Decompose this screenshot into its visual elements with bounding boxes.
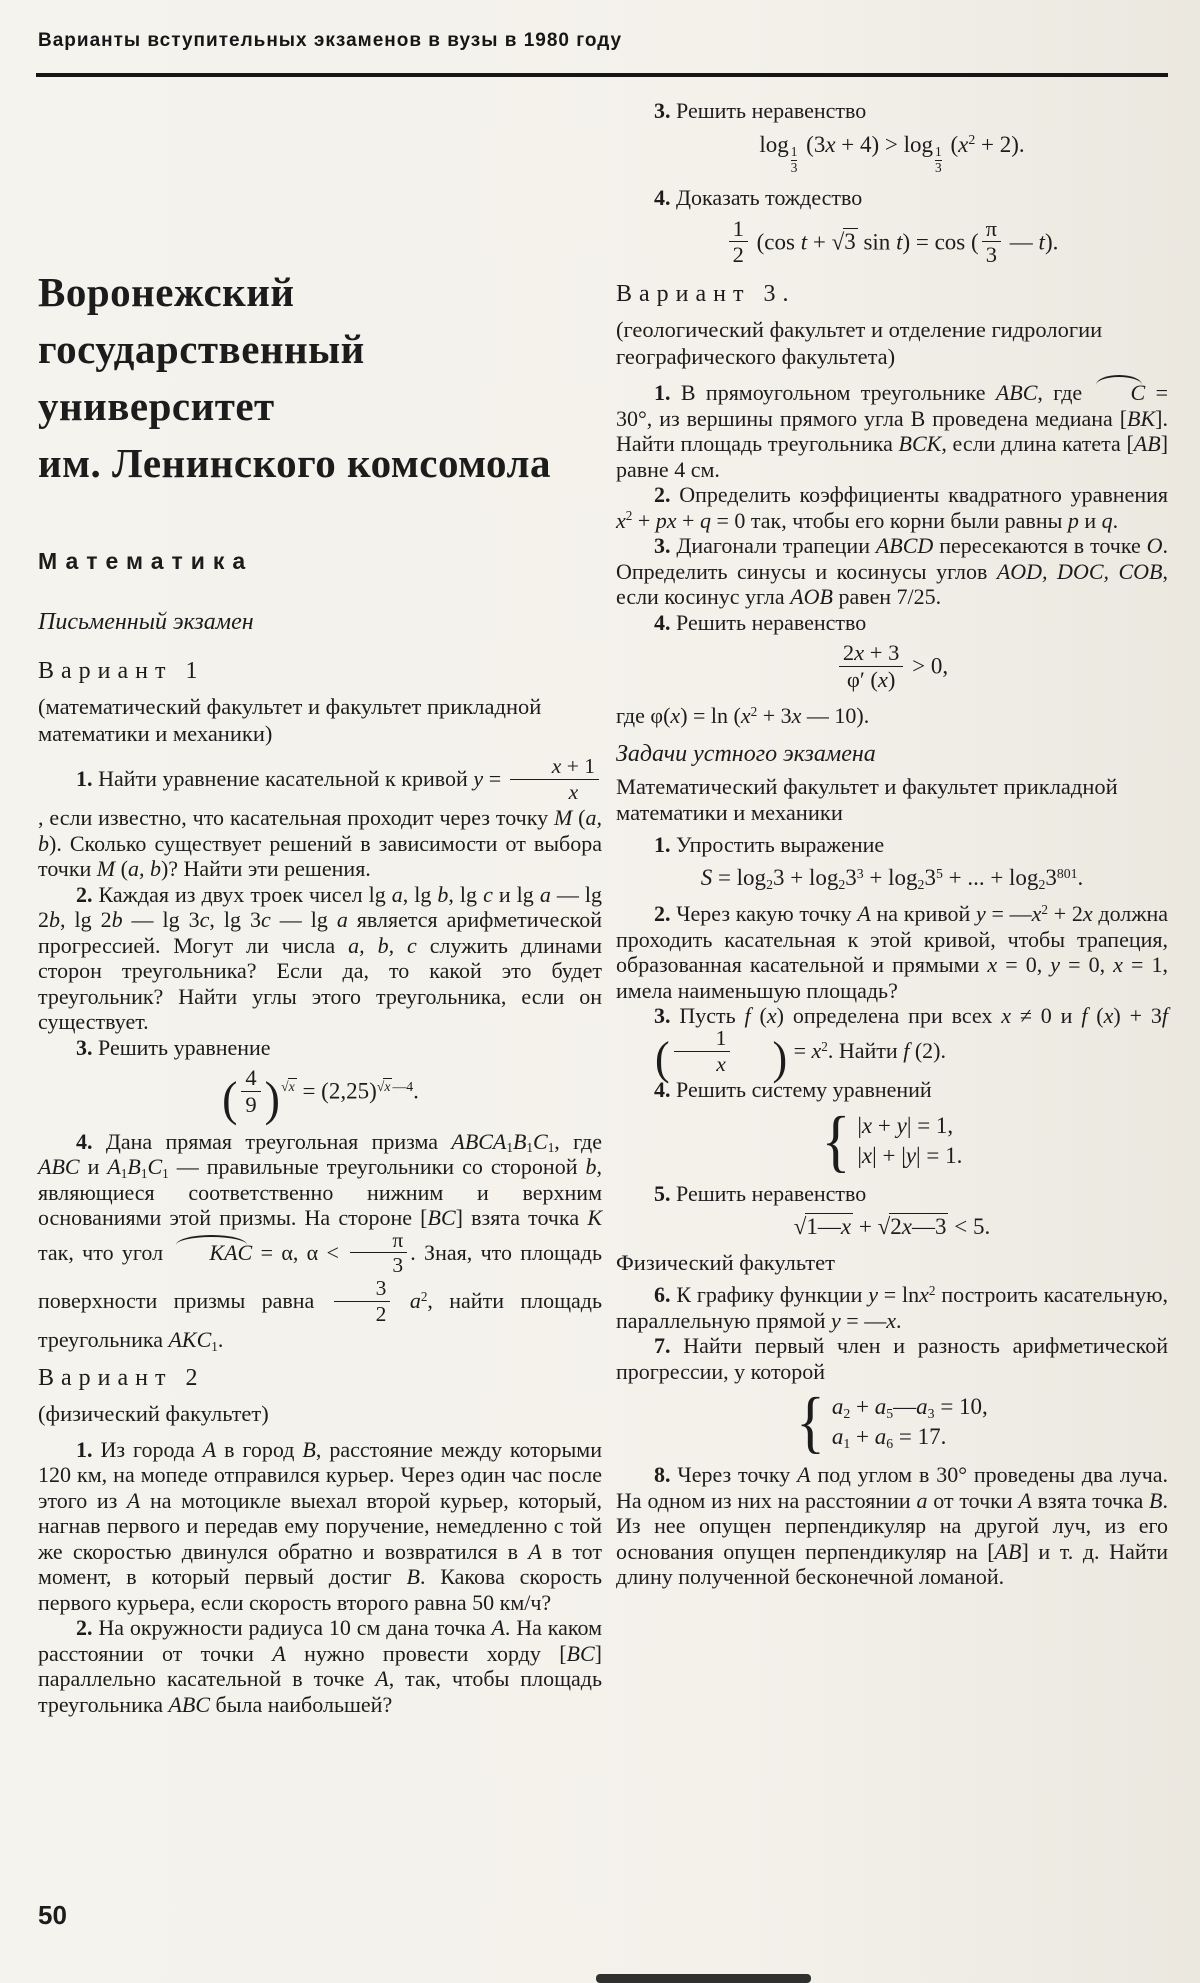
v2-problem-1: 1. Из города A в город B, расстояние между которыми 120 км, на мопеде отправился курьер. Через один час после этого из A на мотоцикле выехал второй курьер, который, нагнав первого и передав ему поручение, немедленно с той же скоростью двинулся обратно и возвратился в A в тот момент, в который первый достиг B. Какова скорость первого курьера, если скорость второго равна 50 км/ч? bbox=[38, 1436, 602, 1615]
university-title-line-4: им. Ленинского комсомола bbox=[38, 440, 552, 486]
oral-problem-8: 8. Через точку A под углом в 30° проведены два луча. На одном из них на расстоянии a от точки A взята точка B. Из нее опущен перпендикуляр на другой луч, из его основания опущен перпендикуляр на [AB] и т. д. Найти длину полученной бесконечной ломаной. bbox=[616, 1462, 1169, 1590]
oral-problem-6: 6. К графику функции y = lnx$^2$ построить касательную, параллельную прямой y = —x. bbox=[616, 1282, 1169, 1333]
variant-2-note: (физический факультет) bbox=[38, 1400, 269, 1426]
v2w-formula-4: $\frac{1}{2}$ (cos t + √3 sin t) = cos ( $\frac{\pi}{3}$ — t). bbox=[616, 219, 1168, 269]
v2w-problem-3-intro: 3. Решить неравенство bbox=[654, 98, 867, 123]
oral-problem-3: 3. Пусть f (x) определена при всех x ≠ 0 и f (x) + 3f ( $\frac{1}{x}$ ) = $x^2$. Найти f (2). bbox=[654, 1003, 1168, 1084]
university-title-line-3: университет bbox=[38, 383, 275, 429]
v3-formula-4-where: где $\varphi(x) = \ln (x^2 + 3x$ — 10). bbox=[616, 703, 870, 729]
variant-1-heading: Вариант 1 bbox=[38, 658, 205, 684]
v2w-problem-4-intro: 4. Доказать тождество bbox=[654, 185, 863, 211]
physics-faculty-heading: Физический факультет bbox=[616, 1250, 835, 1276]
v1-problem-3-intro: 3. Решить уравнение bbox=[76, 1034, 271, 1060]
v2w-formula-3: log $\frac{1}{3}$ (3x + 4) > log $\frac{1}{3}$ $(x^2 + 2)$. bbox=[759, 131, 1025, 175]
university-title-line-2: государственный bbox=[38, 326, 365, 372]
v1-problem-4: 4. Дана прямая треугольная призма $ABCA_1B_1C_1$, где ABC и $A_1B_1C_1$ — правильные треугольники со стороной b, являющиеся соответственно нижним и верхним основаниями этой призмы. На стороне [BC] взята точка K так, что угол KAC = α, α < $\frac{\pi}{3}$ . Зная, что площадь поверхности призмы равна $\frac{3}{2}$ $a^2$, найти площадь треугольника $AKC_1$. bbox=[38, 1128, 603, 1354]
oral-problem-4-intro: 4. Решить систему уравнений bbox=[654, 1077, 932, 1103]
v2-problem-2: 2. На окружности радиуса 10 см дана точка A. На каком расстоянии от точки A нужно провести хорду [BC] параллельно касательной в точке A, так, чтобы площадь треугольника ABC была наибольшей? bbox=[38, 1615, 602, 1717]
page-number: 50 bbox=[38, 1900, 67, 1930]
university-title bbox=[38, 264, 602, 492]
page-header-title: Варианты вступительных экзаменов в вузы в 1980 году bbox=[38, 30, 623, 51]
exam-type-heading: Письменный экзамен bbox=[38, 609, 254, 635]
variant-3-heading: Вариант 3. bbox=[616, 281, 796, 308]
oral-faculty-heading: Математический факультет и факультет прикладной математики и механики bbox=[616, 773, 1118, 825]
v1-problem-2: 2. Каждая из двух троек чисел lg a, lg b, lg c и lg a — lg 2b, lg 2b — lg 3c, lg 3c — lg a является арифметической прогрессией. Могут ли числа a, b, c служить длинами сторон треугольника? Если да, то какой это будет треугольник? Найти углы этого треугольника, если он существует. bbox=[38, 881, 603, 1035]
oral-formula-7: { $a_2$ + $a_5—a_3 = 10$, $a_1 + a_6 = 17$. bbox=[796, 1384, 988, 1461]
right-column bbox=[616, 84, 1168, 1590]
oral-formula-4: { |x + y| = 1, |x| + |y| = 1. bbox=[821, 1102, 963, 1179]
v3-formula-4: $\frac{2x + 3}{\varphi' (x)}$ > 0, bbox=[616, 643, 1168, 693]
header-rule bbox=[36, 73, 1168, 77]
variant-3-note: (геологический факультет и отделение гидрологии географического факультета) bbox=[616, 317, 1103, 370]
oral-exam-heading: Задачи устного экзамена bbox=[616, 740, 876, 767]
oral-formula-1: $S = \log_23 + \log_23^3 + \log_23^5$ + ... + $\log_23^{801}$. bbox=[700, 865, 1084, 893]
oral-formula-5: √1—x + √2x—3 < 5. bbox=[793, 1214, 991, 1240]
oral-problem-1-intro: 1. Упростить выражение bbox=[654, 831, 885, 857]
left-column bbox=[38, 84, 602, 1717]
v1-problem-1: 1. Найти уравнение касательной к кривой y = $\frac{x + 1}{x}$ , если известно, что касательная проходит через точку M (a, b). Сколько существует решений в зависимости от выбора точки M (a, b)? Найти эти решения. bbox=[38, 754, 603, 882]
variant-2-heading: Вариант 2 bbox=[38, 1364, 205, 1391]
v3-problem-2: 2. Определить коэффициенты квадратного уравнения $x^2$ + px + q = 0 так, чтобы его корни были равны p и q. bbox=[616, 482, 1168, 533]
v3-problem-3: 3. Диагонали трапеции ABCD пересекаются в точке O. Определить синусы и косинусы углов AOD, DOC, COB, если косинус угла AOB равен 7/25. bbox=[616, 533, 1168, 610]
v3-problem-1: 1. В прямоугольном треугольнике ABC, где C = 30°, из вершины прямого угла В проведена медиана [BK]. Найти площадь треугольника BCK, если длина катета [AB] равне 4 см. bbox=[616, 380, 1169, 482]
scan-artifact bbox=[596, 1974, 811, 1983]
variant-1-note: (математический факультет и факультет прикладной математики и механики) bbox=[38, 694, 542, 746]
v1-formula-3: ( $\frac{4}{9}$ )$^{√x} = (2,25)^{√x —4}$. bbox=[222, 1065, 419, 1126]
university-title-line-1: Воронежский bbox=[38, 269, 295, 315]
oral-problem-5-intro: 5. Решить неравенство bbox=[654, 1180, 867, 1206]
oral-problem-7-intro: 7. Найти первый член и разность арифметической прогрессии, у которой bbox=[616, 1333, 1168, 1384]
subject-heading: Математика bbox=[38, 548, 254, 574]
oral-problem-2: 2. Через какую точку A на кривой $y = —x^2 + 2x$ должна проходить касательная к этой кривой, чтобы трапеция, образованная касательной и прямыми x = 0, y = 0, x = 1, имела наименьшую площадь? bbox=[616, 901, 1168, 1003]
v3-problem-4-intro: 4. Решить неравенство bbox=[654, 609, 867, 635]
